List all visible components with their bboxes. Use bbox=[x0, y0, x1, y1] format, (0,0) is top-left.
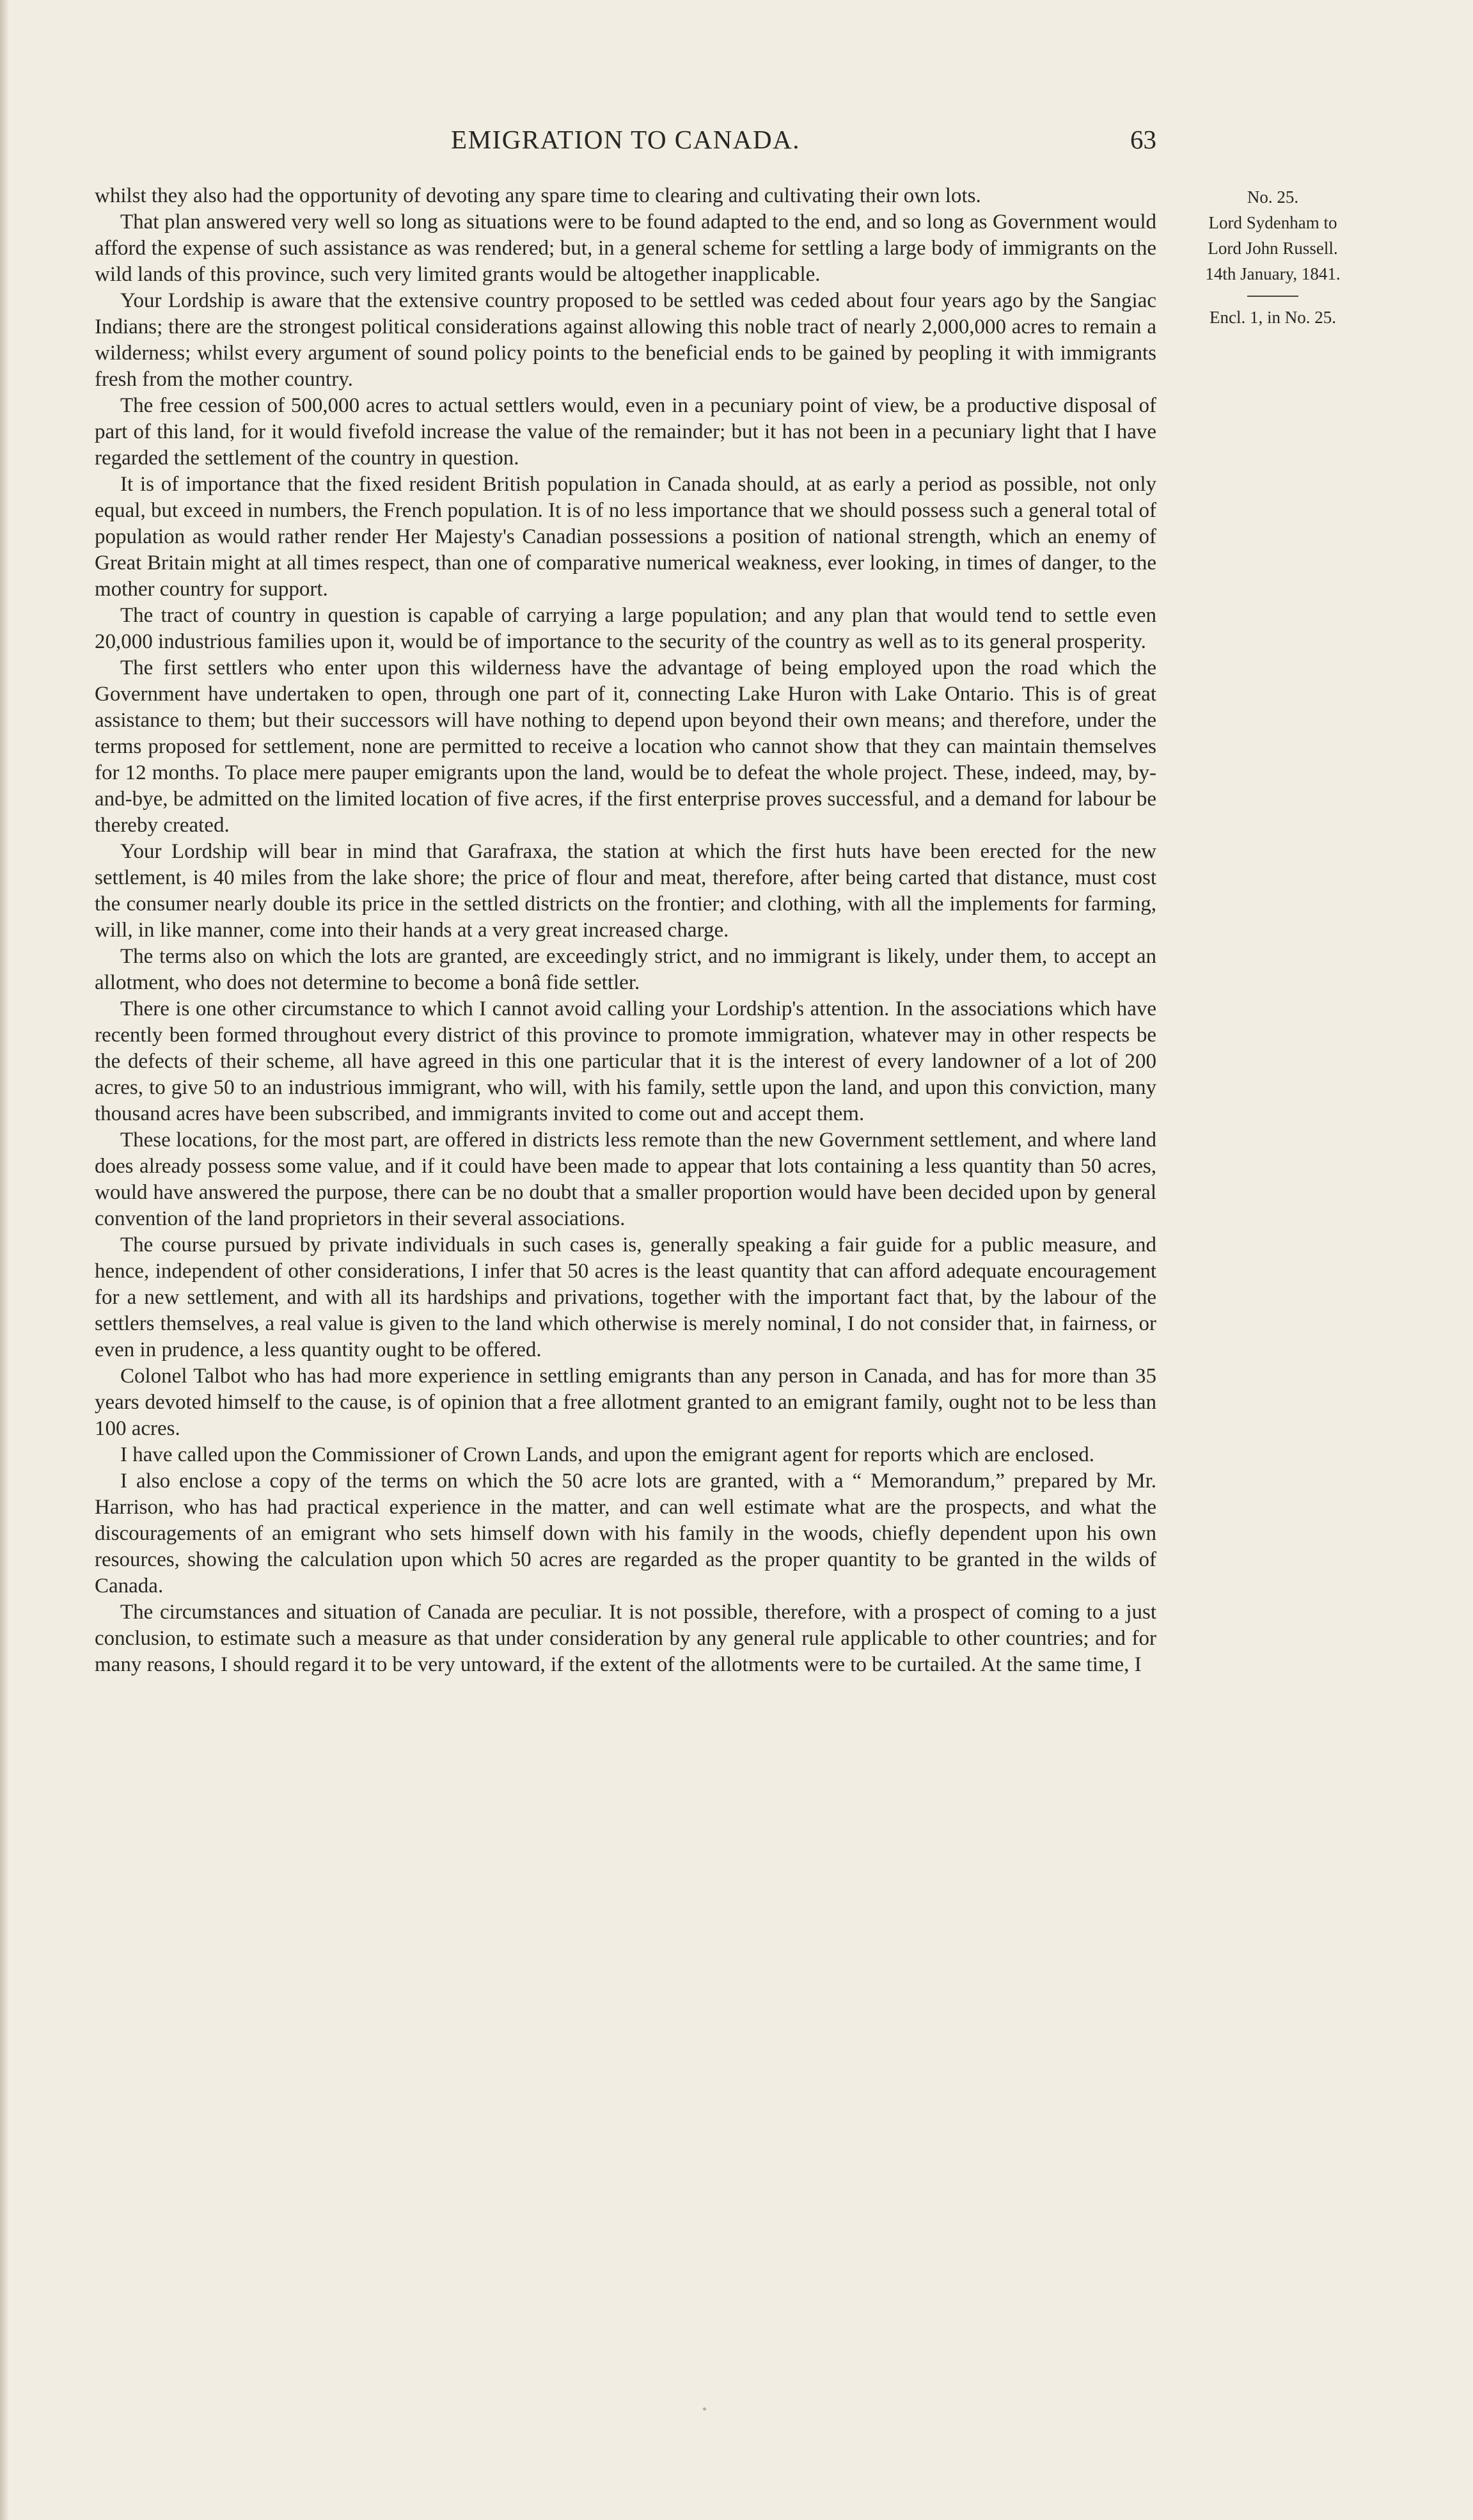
paragraph: That plan answered very well so long as situations were to be found adapted to the end, and so long as Government would afford the expense of such assistance as was rendered; but, in a general scheme for settling a large body of immigrants on the wild lands of this province, such very limited grants would be altogether inapplicable. bbox=[95, 210, 1156, 286]
margin-to-line: Lord John Russell. bbox=[1208, 239, 1338, 258]
paragraph: whilst they also had the opportunity of devoting any spare time to clearing and cultivating their own lots. bbox=[95, 184, 981, 207]
paragraph: The course pursued by private individuals in such cases is, generally speaking a fair guide for a public measure, and hence, independent of other considerations, I infer that 50 acres is the least quantity that can afford adequate encouragement for a new settlement, and with all its hardships and privations, together with the important fact that, by the labour of the settlers themselves, a real value is given to the land which otherwise is merely nominal, I do not consider that, in fairness, or even in prudence, a less quantity ought to be offered. bbox=[95, 1233, 1156, 1361]
paragraph: It is of importance that the fixed resident British population in Canada should, at as early a period as possible, not only equal, but exceed in numbers, the French population. It is of no less importance that we should possess such a general total of population as would rather render Her Majesty's Canadian possessions a position of national strength, which an enemy of Great Britain might at all times respect, than one of comparative numerical weakness, ever looking, in times of danger, to the mother country for support. bbox=[95, 473, 1156, 601]
margin-enclosure: Encl. 1, in No. 25. bbox=[1209, 308, 1336, 327]
body-text bbox=[95, 183, 1156, 1678]
paragraph: These locations, for the most part, are offered in districts less remote than the new Government settlement, and where land does already possess some value, and if it could have been made to appear that lots containing a less quantity than 50 acres, would have answered the purpose, there can be no doubt that a smaller proportion would have been decided upon by general convention of the land proprietors in their several associations. bbox=[95, 1129, 1156, 1230]
page-number: 63 bbox=[1130, 125, 1156, 154]
paragraph: The free cession of 500,000 acres to actual settlers would, even in a pecuniary point of view, be a productive disposal of part of this land, for it would fivefold increase the value of the remainder; but it has not been in a pecuniary light that I have regarded the settlement of the country in question. bbox=[95, 394, 1156, 470]
margin-date-line: 14th January, 1841. bbox=[1205, 264, 1341, 283]
paragraph: I also enclose a copy of the terms on which the 50 acre lots are granted, with a “ Memorandum,” prepared by Mr. Harrison, who has had practical experience in the matter, and can well estimate what are the prospects, and what the discouragements of an emigrant who sets himself down with his family in the woods, chiefly dependent upon his own resources, showing the calculation upon which 50 acres are regarded as the proper quantity to be granted in the wilds of Canada. bbox=[95, 1470, 1156, 1597]
paragraph: There is one other circumstance to which I cannot avoid calling your Lordship's attention. In the associations which have recently been formed throughout every district of this province to promote immigration, whatever may in other respects be the defects of their scheme, all have agreed in this one particular that it is the interest of every landowner of a lot of 200 acres, to give 50 to an industrious immigrant, who will, with his family, settle upon the land, and upon this conviction, many thousand acres have been subscribed, and immigrants invited to come out and accept them. bbox=[95, 997, 1156, 1125]
margin-rule bbox=[1247, 296, 1298, 297]
paragraph: Colonel Talbot who has had more experience in settling emigrants than any person in Canada, and has for more than 35 years devoted himself to the cause, is of opinion that a free allotment granted to an emigrant family, ought not to be less than 100 acres. bbox=[95, 1365, 1156, 1440]
paragraph: The terms also on which the lots are granted, are exceedingly strict, and no immigrant is likely, under them, to accept an allotment, who does not determine to become a bonâ fide settler. bbox=[95, 945, 1156, 994]
paragraph: Your Lordship is aware that the extensive country proposed to be settled was ceded about four years ago by the Sangiac Indians; there are the strongest political considerations against allowing this noble tract of nearly 2,000,000 acres to remain a wilderness; whilst every argument of sound policy points to the beneficial ends to be gained by peopling it with immigrants fresh from the mother country. bbox=[95, 289, 1156, 391]
paragraph: I have called upon the Commissioner of Crown Lands, and upon the emigrant agent for reports which are enclosed. bbox=[120, 1443, 1095, 1466]
footer-mark bbox=[703, 2407, 706, 2411]
margin-doc-number: No. 25. bbox=[1247, 187, 1299, 207]
paragraph: Your Lordship will bear in mind that Garafraxa, the station at which the first huts have been erected for the new settlement, is 40 miles from the lake shore; the price of flour and meat, therefore, after being carted that distance, must cost the consumer nearly double its price in the settled districts on the frontier; and clothing, with all the implements for farming, will, in like manner, come into their hands at a very great increased charge. bbox=[95, 840, 1156, 942]
page-spine-shadow bbox=[0, 0, 9, 2520]
paragraph: The circumstances and situation of Canada are peculiar. It is not possible, therefore, with a prospect of coming to a just conclusion, to estimate such a measure as that under consideration by any general rule applicable to other countries; and for many reasons, I should regard it to be very untoward, if the extent of the allotments were to be curtailed. At the same time, I bbox=[95, 1601, 1156, 1676]
paragraph: The tract of country in question is capable of carrying a large population; and any plan that would tend to settle even 20,000 industrious families upon it, would be of importance to the security of the country as well as to its general prosperity. bbox=[95, 604, 1156, 653]
running-title: EMIGRATION TO CANADA. bbox=[451, 125, 800, 154]
margin-from-line: Lord Sydenham to bbox=[1208, 213, 1337, 232]
paragraph: The first settlers who enter upon this wilderness have the advantage of being employed upon the road which the Government have undertaken to open, through one part of it, connecting Lake Huron with Lake Ontario. This is of great assistance to them; but their successors will have nothing to depend upon beyond their own means; and therefore, under the terms proposed for settlement, none are permitted to receive a location who cannot show that they can maintain themselves for 12 months. To place mere pauper emigrants upon the land, would be to defeat the whole project. These, indeed, may, by-and-bye, be admitted on the limited location of five acres, if the first enterprise proves successful, and a demand for labour be thereby created. bbox=[95, 656, 1156, 837]
page-header bbox=[95, 120, 1156, 159]
margin-note bbox=[1170, 184, 1375, 330]
